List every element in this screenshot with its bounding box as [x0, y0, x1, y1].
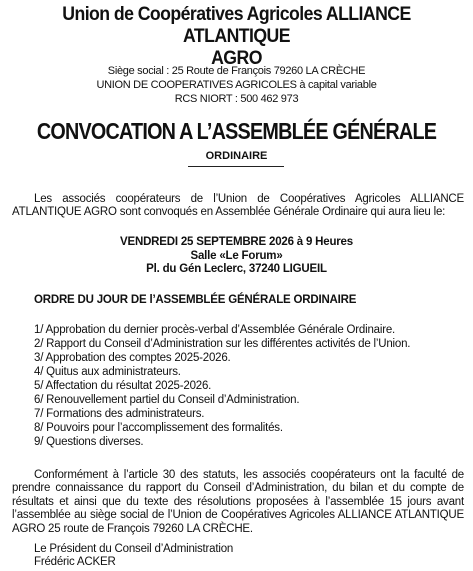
agenda-item: 5/ Affectation du résultat 2025-2026.	[34, 380, 212, 392]
legal-form: UNION DE COOPERATIVES AGRICOLES à capital variable	[96, 79, 377, 91]
meeting-date: VENDREDI 25 SEPTEMBRE 2026 à 9 Heures	[120, 236, 353, 248]
agenda-item: 2/ Rapport du Conseil d’Administration sur les différentes activités de l’Union.	[34, 338, 411, 350]
agenda-item: 1/ Approbation du dernier procès-verbal d’Assemblée Générale Ordinaire.	[34, 324, 396, 336]
rcs-number: RCS NIORT : 500 462 973	[174, 93, 299, 105]
agenda-list	[34, 323, 410, 449]
agenda-item: 3/ Approbation des comptes 2025-2026.	[34, 352, 231, 364]
signatory-name: Frédéric ACKER	[34, 556, 116, 569]
meeting-details	[0, 236, 473, 277]
agenda-item: 4/ Quitus aux administrateurs.	[34, 366, 181, 378]
signatory-role: Le Président du Conseil d’Administration	[34, 543, 234, 555]
intro-paragraph: Les associés coopérateurs de l’Union de Coopératives Agricoles ALLIANCE ATLANTIQUE AGRO sont convoqués en Assemblée Générale Ordinaire qui aura lieu le:	[12, 193, 464, 219]
closing-paragraph: Conformément à l’article 30 des statuts, les associés coopérateurs ont la faculté de prendre connaissance du rapport du Conseil d’Administration, du bilan et du compte de résultats et ainsi que du texte des résolutions proposées à l’assemblée 15 jours avant l’assemblée au siège social de l’Union de Coopératives Agricoles ALLIANCE ATLANTIQUE AGRO 25 route de François 79260 LA CRÈCHE.	[12, 469, 464, 535]
organization-title-line1: Union de Coopératives Agricoles ALLIANCE ATLANTIQUE	[62, 4, 411, 47]
convocation-subtitle: ORDINAIRE	[205, 150, 268, 162]
organization-title-line2: AGRO	[211, 48, 262, 69]
registered-office-block	[0, 64, 473, 106]
registered-office-address: Siège social : 25 Route de François 79260 LA CRÈCHE	[107, 65, 366, 77]
agenda-item: 6/ Renouvellement partiel du Conseil d’Administration.	[34, 394, 300, 406]
agenda-item: 8/ Pouvoirs pour l’accomplissement des formalités.	[34, 422, 283, 434]
convocation-title: CONVOCATION A L’ASSEMBLÉE GÉNÉRALE	[36, 118, 437, 144]
title-underline	[188, 166, 284, 167]
agenda-item: 7/ Formations des administrateurs.	[34, 408, 205, 420]
meeting-address: Pl. du Gén Leclerc, 37240 LIGUEIL	[146, 263, 327, 276]
meeting-room: Salle «Le Forum»	[190, 249, 283, 262]
organization-title	[17, 4, 457, 70]
agenda-title: ORDRE DU JOUR DE l’ASSEMBLÉE GÉNÉRALE ORDINAIRE	[34, 294, 357, 306]
agenda-item: 9/ Questions diverses.	[34, 436, 144, 448]
signature-block	[34, 543, 233, 570]
